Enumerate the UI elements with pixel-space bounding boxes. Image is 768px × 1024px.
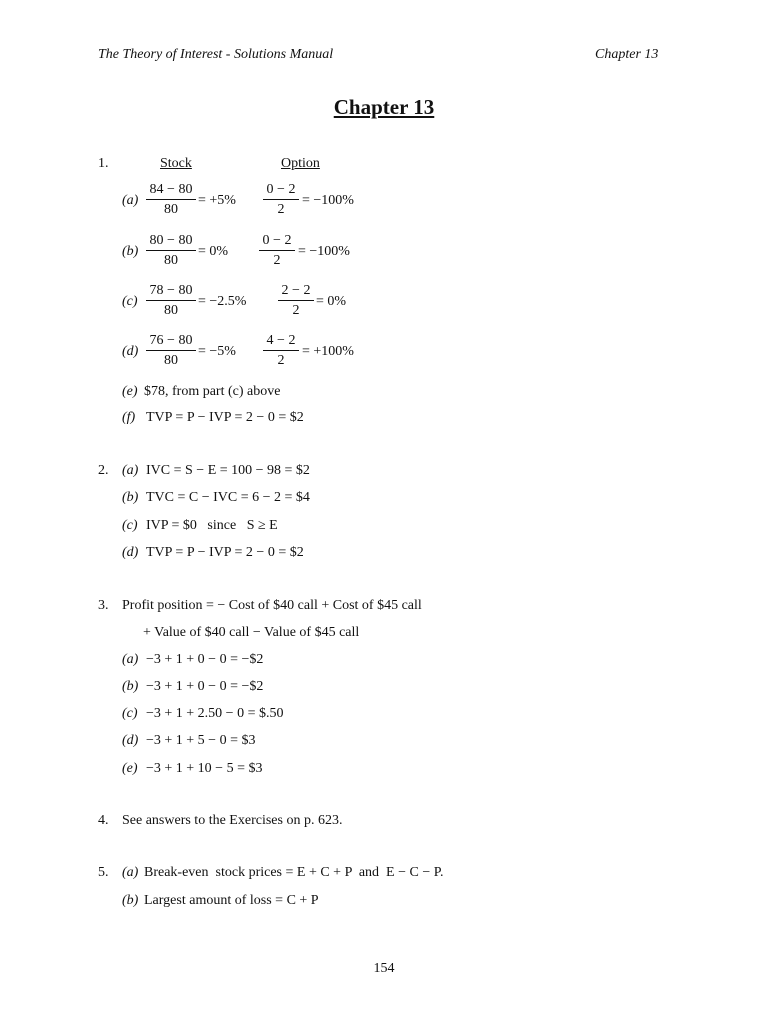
stock-result: = 0%: [198, 244, 229, 259]
part-label: (d): [122, 545, 139, 560]
fraction-numerator: 0 − 2: [262, 233, 292, 248]
fraction-numerator: 2 − 2: [281, 283, 311, 298]
option-fraction: [263, 183, 299, 217]
option-fraction: [259, 234, 295, 268]
question-number: 2.: [98, 463, 109, 478]
part-label: (c): [122, 518, 138, 533]
option-fraction: [263, 334, 299, 368]
column-header-stock: Stock: [160, 156, 192, 171]
part-label: (b): [122, 490, 139, 505]
option-fraction: [278, 284, 314, 318]
part-label: (d): [122, 733, 139, 748]
stock-fraction: [146, 234, 196, 268]
page-number: 154: [373, 961, 395, 976]
question-number: 4.: [98, 813, 109, 828]
fraction-denominator: 2: [292, 303, 300, 318]
fraction-denominator: 2: [277, 353, 285, 368]
answer-text: Profit position = − Cost of $40 call + Cost of $45 call: [122, 598, 422, 613]
part-label: (a): [122, 463, 139, 478]
answer-text: + Value of $40 call − Value of $45 call: [143, 625, 360, 640]
stock-fraction: [146, 334, 196, 368]
answer-equation: IVP = $0 since S ≥ E: [146, 518, 278, 533]
fraction-numerator: 0 − 2: [266, 182, 296, 197]
answer-text: $78, from part (c) above: [144, 384, 281, 399]
part-label: (a): [122, 652, 139, 667]
answer-equation: −3 + 1 + 0 − 0 = −$2: [146, 652, 264, 667]
fraction-denominator: 2: [277, 202, 285, 217]
answer-equation: TVP = P − IVP = 2 − 0 = $2: [146, 545, 304, 560]
fraction-denominator: 80: [164, 303, 178, 318]
stock-result: = +5%: [198, 193, 236, 208]
fraction-numerator: 84 − 80: [149, 182, 193, 197]
answer-equation: IVC = S − E = 100 − 98 = $2: [146, 463, 310, 478]
part-label: (c): [122, 294, 138, 309]
question-number: 1.: [98, 156, 109, 171]
stock-result: = −2.5%: [198, 294, 247, 309]
part-label: (d): [122, 344, 139, 359]
answer-equation: −3 + 1 + 2.50 − 0 = $.50: [146, 706, 284, 721]
fraction-numerator: 80 − 80: [149, 233, 193, 248]
answer-equation: TVC = C − IVC = 6 − 2 = $4: [146, 490, 310, 505]
fraction-denominator: 80: [164, 202, 178, 217]
fraction-denominator: 2: [273, 253, 281, 268]
answer-equation: −3 + 1 + 5 − 0 = $3: [146, 733, 256, 748]
part-label: (b): [122, 679, 139, 694]
answer-equation: −3 + 1 + 0 − 0 = −$2: [146, 679, 264, 694]
answer-text: See answers to the Exercises on p. 623.: [122, 813, 343, 828]
question-number: 5.: [98, 865, 109, 880]
answer-equation: −3 + 1 + 10 − 5 = $3: [146, 761, 263, 776]
running-header-chapter: Chapter 13: [595, 47, 659, 62]
part-label: (b): [122, 244, 139, 259]
answer-text: Largest amount of loss = C + P: [144, 893, 319, 908]
fraction-denominator: 80: [164, 353, 178, 368]
column-header-option: Option: [281, 156, 320, 171]
stock-result: = −5%: [198, 344, 236, 359]
stock-fraction: [146, 183, 196, 217]
part-label: (f): [122, 410, 136, 425]
option-result: = −100%: [298, 244, 350, 259]
part-label: (e): [122, 761, 138, 776]
part-label: (b): [122, 893, 139, 908]
answer-equation: TVP = P − IVP = 2 − 0 = $2: [146, 410, 304, 425]
fraction-numerator: 78 − 80: [149, 283, 193, 298]
option-result: = −100%: [302, 193, 354, 208]
option-result: = 0%: [316, 294, 347, 309]
option-result: = +100%: [302, 344, 354, 359]
part-label: (a): [122, 865, 139, 880]
running-header-title: The Theory of Interest - Solutions Manual: [98, 47, 334, 62]
stock-fraction: [146, 284, 196, 318]
part-label: (c): [122, 706, 138, 721]
fraction-denominator: 80: [164, 253, 178, 268]
part-label: (e): [122, 384, 138, 399]
question-number: 3.: [98, 598, 109, 613]
fraction-numerator: 76 − 80: [149, 333, 193, 348]
answer-text: Break-even stock prices = E + C + P and E − C − P.: [144, 865, 444, 880]
chapter-title: Chapter 13: [333, 95, 435, 119]
fraction-numerator: 4 − 2: [266, 333, 296, 348]
part-label: (a): [122, 193, 139, 208]
